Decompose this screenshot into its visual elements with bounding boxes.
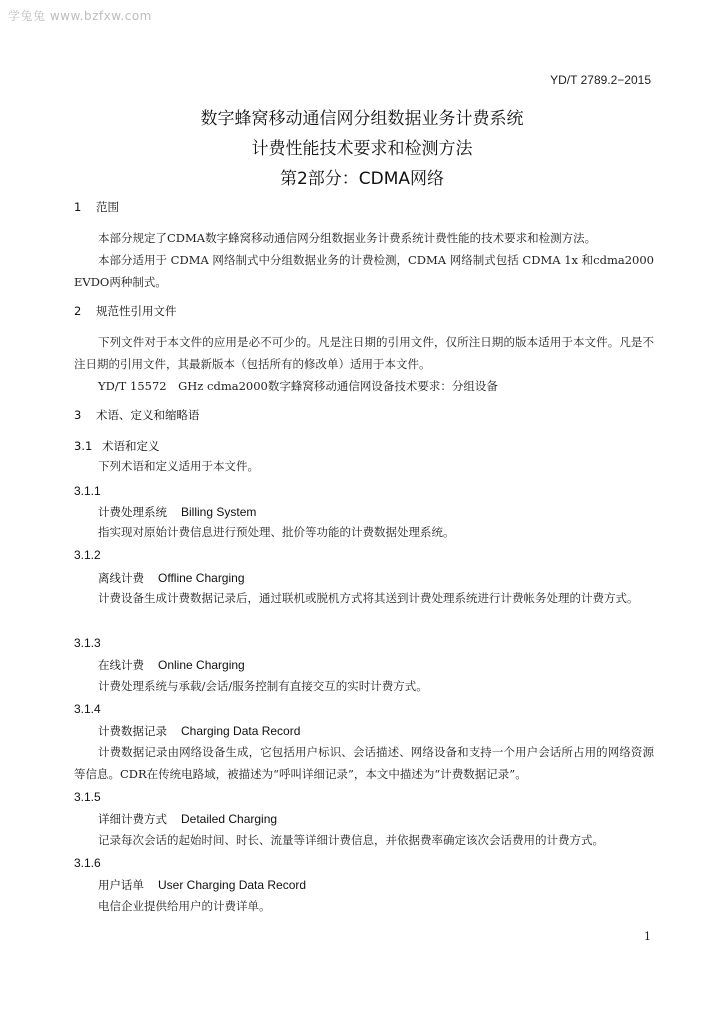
section-number: 3 (74, 408, 82, 422)
term-number: 3.1.4 (74, 702, 101, 716)
section-number: 2 (74, 304, 82, 318)
term-en: Offline Charging (158, 571, 245, 585)
standard-code: YD/T 2789.2−2015 (550, 73, 651, 87)
section-heading-normative-references (74, 303, 177, 319)
section-title: 规范性引用文件 (96, 304, 177, 318)
term-number: 3.1.3 (74, 636, 101, 650)
term-definition: 指实现对原始计费信息进行预处理、批价等功能的计费数据处理系统。 (98, 525, 455, 539)
section-title: 术语和定义 (102, 439, 160, 453)
term-heading (98, 723, 300, 739)
section-title: 范围 (96, 200, 119, 214)
term-definition: 电信企业提供给用户的计费详单。 (98, 899, 271, 913)
term-en: Billing System (181, 505, 257, 519)
term-cn: 计费处理系统 (98, 505, 167, 519)
term-number: 3.1.1 (74, 484, 101, 498)
term-heading (98, 657, 245, 673)
paragraph: 下列术语和定义适用于本文件。 (98, 459, 259, 473)
section-title: 术语、定义和缩略语 (96, 408, 200, 422)
document-title-line-1: 数字蜂窝移动通信网分组数据业务计费系统 (200, 109, 524, 129)
term-definition: 记录每次会话的起始时间、时长、流量等详细计费信息，并依据费率确定该次会话费用的计费方式。 (98, 833, 604, 847)
term-en: User Charging Data Record (158, 878, 307, 892)
paragraph: 本部分规定了CDMA数字蜂窝移动通信网分组数据业务计费系统计费性能的技术要求和检测方法。 (98, 231, 597, 245)
document-title-line-2: 计费性能技术要求和检测方法 (251, 139, 473, 159)
reference-entry: YD/T 15572 GHz cdma2000数字蜂窝移动通信网设备技术要求：分组设备 (98, 379, 498, 393)
section-heading-terms (74, 407, 200, 423)
paragraph: 下列文件对于本文件的应用是必不可少的。凡是注日期的引用文件，仅所注日期的版本适用于本文件。凡是不注日期的引用文件，其最新版本（包括所有的修改单）适用于本文件。 (74, 335, 654, 371)
term-en: Detailed Charging (181, 812, 278, 826)
term-heading (98, 570, 245, 586)
subsection-heading-terms-definitions (74, 438, 160, 454)
term-cn: 在线计费 (98, 658, 144, 672)
section-heading-scope (74, 199, 119, 215)
section-number: 3.1 (74, 439, 93, 453)
term-en: Charging Data Record (181, 724, 301, 738)
term-heading (98, 811, 277, 827)
term-heading (98, 504, 256, 520)
term-number: 3.1.5 (74, 790, 101, 804)
paragraph: 本部分适用于 CDMA 网络制式中分组数据业务的计费检测，CDMA 网络制式包括 CDMA 1x 和cdma2000 EVDO两种制式。 (74, 253, 654, 289)
term-definition: 计费设备生成计费数据记录后，通过联机或脱机方式将其送到计费处理系统进行计费帐务处理的计费方式。 (98, 591, 639, 605)
term-cn: 详细计费方式 (98, 812, 167, 826)
term-definition: 计费数据记录由网络设备生成，它包括用户标识、会话描述、网络设备和支持一个用户会话所占用的网络资源等信息。CDR在传统电路域，被描述为“呼叫详细记录”，本文中描述为“计费数据记录”。 (74, 745, 654, 781)
term-number: 3.1.2 (74, 548, 101, 562)
section-number: 1 (74, 200, 82, 214)
term-number: 3.1.6 (74, 856, 101, 870)
term-cn: 用户话单 (98, 878, 144, 892)
term-en: Online Charging (158, 658, 245, 672)
term-heading (98, 877, 306, 893)
document-title-line-3: 第2部分：CDMA网络 (279, 169, 445, 189)
term-cn: 离线计费 (98, 571, 144, 585)
watermark: 学兔兔 www.bzfxw.com (8, 9, 152, 23)
term-cn: 计费数据记录 (98, 724, 167, 738)
term-definition: 计费处理系统与承载/会话/服务控制有直接交互的实时计费方式。 (98, 679, 428, 693)
page-number: 1 (644, 930, 651, 943)
